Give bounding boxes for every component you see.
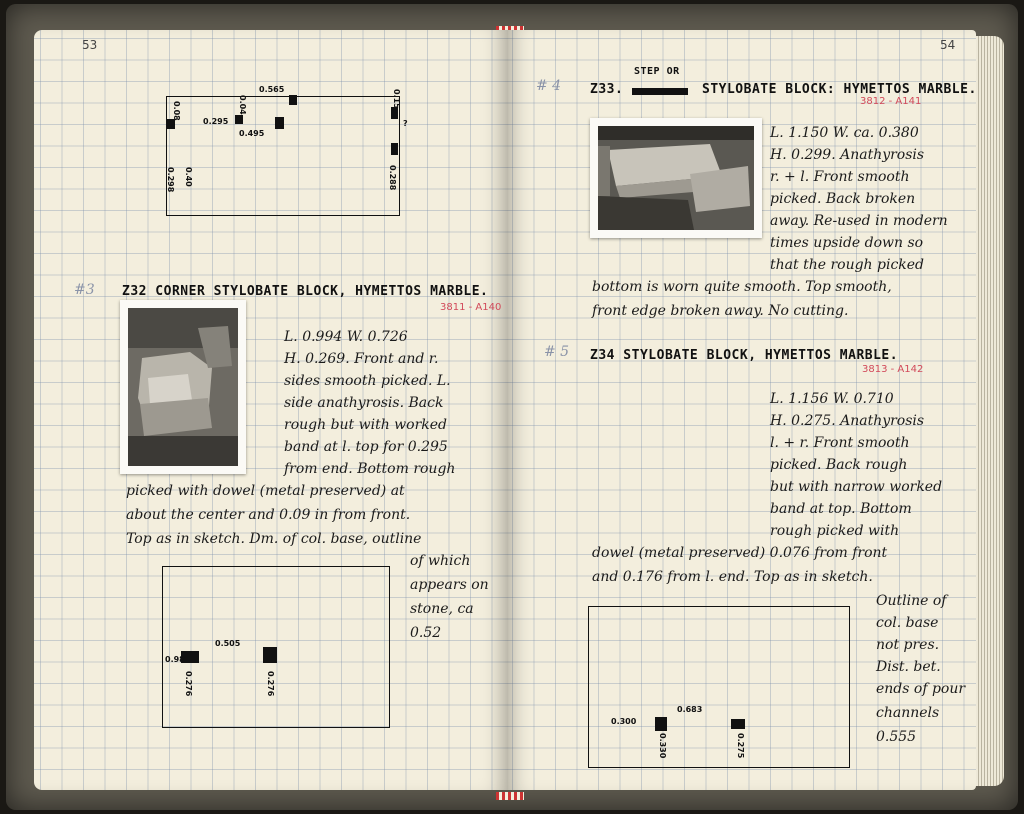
margin-number: # 4 — [536, 78, 562, 94]
text-line: side anathyrosis. Back — [284, 395, 444, 411]
text-line: of which — [410, 553, 471, 569]
text-line: L. 0.994 W. 0.726 — [284, 329, 408, 345]
text-line: Outline of — [876, 593, 947, 609]
text-line: bottom is worn quite smooth. Top smooth, — [592, 279, 892, 295]
margin-number: # 5 — [544, 344, 570, 360]
entry-title: Z34 STYLOBATE BLOCK, HYMETTOS MARBLE. — [590, 348, 899, 363]
dim-label: 0.565 — [259, 85, 285, 94]
text-line: picked. Back broken — [770, 191, 916, 207]
dim-label: 0.15 — [392, 89, 401, 109]
text-line: H. 0.269. Front and r. — [284, 351, 439, 367]
dim-label: 0.300 — [611, 717, 637, 726]
page-number: 54 — [940, 38, 956, 52]
text-line: Dist. bet. — [876, 659, 941, 675]
dim-label: 0.330 — [658, 733, 667, 759]
clamp-mark — [391, 143, 398, 155]
block-photo — [590, 118, 762, 238]
text-line: 0.52 — [410, 625, 442, 641]
dowel-mark — [235, 115, 243, 124]
page-number: 53 — [82, 38, 98, 52]
margin-number: #3 — [74, 282, 95, 298]
dim-label: 0.288 — [388, 165, 397, 191]
right-page — [508, 30, 976, 790]
dim-label: 0.04 — [238, 95, 247, 115]
text-line: H. 0.275. Anathyrosis — [770, 413, 925, 429]
text-line: r. + l. Front smooth — [770, 169, 910, 185]
dowel-mark — [289, 95, 297, 105]
dim-label: 0.505 — [215, 639, 241, 648]
text-line: that the rough picked — [770, 257, 925, 273]
text-line: band at l. top for 0.295 — [284, 439, 448, 455]
entry-prefix: Z33. — [590, 82, 624, 97]
text-line: Top as in sketch. Dm. of col. base, outline — [126, 531, 422, 547]
entry-title: STYLOBATE BLOCK: HYMETTOS MARBLE. — [702, 82, 977, 97]
top-plan-sketch — [166, 85, 408, 216]
text-line: appears on — [410, 577, 489, 593]
text-line: from end. Bottom rough — [284, 461, 456, 477]
left-page — [34, 30, 508, 790]
text-line: 0.555 — [876, 729, 917, 745]
text-line: dowel (metal preserved) 0.076 from front — [592, 545, 888, 561]
text-line: H. 0.299. Anathyrosis — [770, 147, 925, 163]
top-plan-sketch-z32 — [162, 566, 390, 728]
pour-channel-mark — [263, 647, 277, 663]
dim-label: 0.683 — [677, 705, 703, 714]
dowel-mark — [655, 717, 667, 731]
text-line: picked with dowel (metal preserved) at — [126, 483, 405, 499]
block-photo — [120, 300, 246, 474]
dim-label: ? — [403, 119, 408, 128]
text-line: not pres. — [876, 637, 940, 653]
text-line: picked. Back rough — [770, 457, 908, 473]
text-line: front edge broken away. No cutting. — [592, 303, 849, 319]
text-line: rough picked with — [770, 523, 900, 539]
text-line: ends of pour — [876, 681, 966, 697]
text-line: l. + r. Front smooth — [770, 435, 910, 451]
text-line: rough but with worked — [284, 417, 448, 433]
catalog-number: 3812 - A141 — [860, 96, 922, 107]
text-line: about the center and 0.09 in from front. — [126, 507, 411, 523]
insertion-note: STEP OR — [634, 66, 680, 77]
dim-label: 0.275 — [736, 733, 745, 759]
dim-label: 0.298 — [166, 167, 175, 193]
dim-label: 0.98 — [165, 655, 185, 664]
dim-label: 0.276 — [266, 671, 275, 697]
strikethrough — [632, 88, 688, 95]
entry-title: Z32 CORNER STYLOBATE BLOCK, HYMETTOS MARBLE. — [122, 284, 489, 299]
pour-channel-mark — [731, 719, 745, 729]
bookmark-ribbon-bottom — [496, 792, 524, 800]
dim-label: 0.08 — [172, 101, 181, 121]
text-line: stone, ca — [410, 601, 474, 617]
text-line: and 0.176 from l. end. Top as in sketch. — [592, 569, 873, 585]
text-line: times upside down so — [770, 235, 924, 251]
text-line: col. base — [876, 615, 939, 631]
catalog-number: 3813 - A142 — [862, 364, 924, 375]
text-line: L. 1.156 W. 0.710 — [770, 391, 894, 407]
dim-label: 0.40 — [184, 167, 193, 187]
text-line: away. Re-used in modern — [770, 213, 948, 229]
text-line: channels — [876, 705, 940, 721]
dim-label: 0.276 — [184, 671, 193, 697]
text-line: but with narrow worked — [770, 479, 943, 495]
dim-label: 0.495 — [239, 129, 265, 138]
text-line: sides smooth picked. L. — [284, 373, 451, 389]
top-plan-sketch-z34 — [588, 606, 850, 768]
dim-label: 0.295 — [203, 117, 229, 126]
text-line: L. 1.150 W. ca. 0.380 — [770, 125, 919, 141]
page-edges — [976, 36, 1004, 786]
pry-mark — [275, 117, 284, 129]
text-line: band at top. Bottom — [770, 501, 912, 517]
catalog-number: 3811 - A140 — [440, 302, 502, 313]
